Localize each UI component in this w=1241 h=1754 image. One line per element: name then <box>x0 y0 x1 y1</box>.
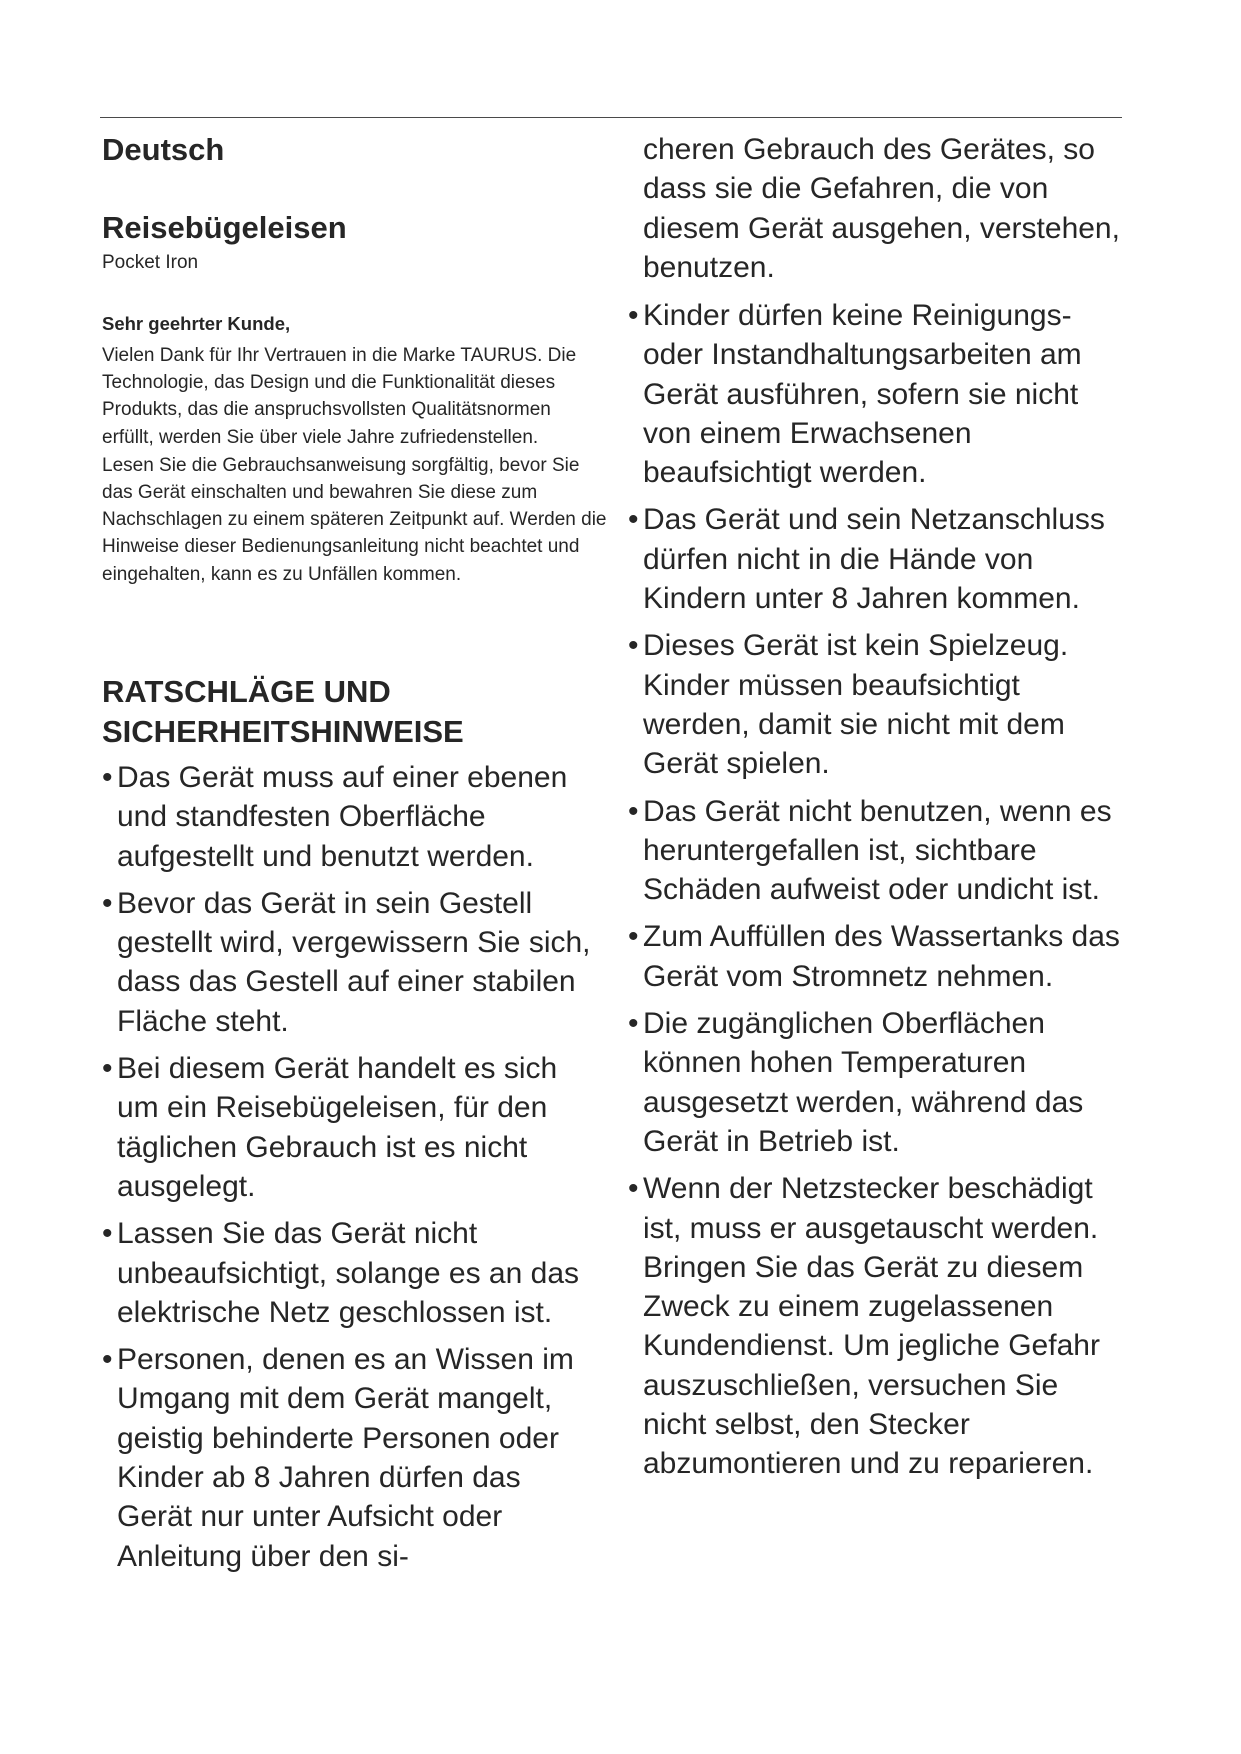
bullet-icon: • <box>628 920 639 954</box>
list-item-text: Die zugänglichen Oberflächen können hohen Temperaturen ausgesetzt werden, während das Gerät in Betrieb ist. <box>643 1007 1084 1158</box>
bullet-icon: • <box>102 886 113 920</box>
list-item <box>628 626 1128 783</box>
list-item-text: Wenn der Netzstecker beschädigt ist, muss er ausgetauscht werden. Bringen Sie das Gerät zu diesem Zweck zu einem zugelassenen Kundendienst. Um jegliche Gefahr auszuschließen, versuchen Sie nicht selbst, den Stecker abzumontieren und zu reparieren. <box>643 1172 1100 1481</box>
product-title: Reisebügeleisen <box>102 210 347 245</box>
list-item <box>102 1340 602 1576</box>
list-item-text: Dieses Gerät ist kein Spielzeug. Kinder müssen beaufsichtigt werden, damit sie nicht mit dem Gerät spielen. <box>643 629 1069 781</box>
greeting: Sehr geehrter Kunde, <box>102 313 291 334</box>
safety-heading: RATSCHLÄGE UND SICHERHEITSHINWEISE <box>102 674 464 749</box>
bullet-icon: • <box>628 1172 639 1206</box>
safety-list-left <box>102 758 602 1584</box>
list-item-text: Das Gerät nicht benutzen, wenn es heruntergefallen ist, sichtbare Schäden aufweist oder undicht ist. <box>643 794 1112 907</box>
bullet-icon: • <box>102 761 113 794</box>
list-item-text: Zum Auffüllen des Wassertanks das Gerät vom Stromnetz nehmen. <box>643 920 1120 993</box>
list-item <box>628 917 1128 996</box>
list-item <box>628 1169 1128 1483</box>
list-item-text: Bei diesem Gerät handelt es sich um ein Reisebügeleisen, für den täglichen Gebrauch ist es nicht ausgelegt. <box>117 1052 558 1203</box>
list-item-text: Personen, denen es an Wissen im Umgang mit dem Gerät mangelt, geistig behinderte Personen oder Kinder ab 8 Jahren dürfen das Gerät nur unter Aufsicht oder Anleitung über den si- <box>117 1343 574 1573</box>
list-item-text: Das Gerät und sein Netzanschluss dürfen nicht in die Hände von Kindern unter 8 Jahren kommen. <box>643 503 1105 616</box>
list-item <box>628 1004 1128 1161</box>
bullet-icon: • <box>628 1007 639 1041</box>
bullet-icon: • <box>102 1052 113 1086</box>
list-item <box>102 1049 602 1206</box>
intro-text <box>102 342 607 589</box>
bullet-icon: • <box>628 794 639 828</box>
bullet-icon: • <box>628 299 639 332</box>
product-subtitle: Pocket Iron <box>102 252 199 273</box>
intro-paragraph: Vielen Dank für Ihr Vertrauen in die Marke TAURUS. Die Technologie, das Design und die Funktionalität dieses Produkts, das die anspruchsvollsten Qualitätsnormen erfüllt, werden Sie über viele Jahre zufriedenstellen. <box>102 345 577 448</box>
safety-list-right <box>628 296 1128 1492</box>
list-item-text: Kinder dürfen keine Reinigungs- oder Instandhaltungsarbeiten am Gerät ausführen, sofern sie nicht von einem Erwachsenen beaufsichtigt werden. <box>643 299 1082 490</box>
bullet-icon: • <box>628 503 639 537</box>
list-item <box>102 758 602 876</box>
list-item-text: Das Gerät muss auf einer ebenen und standfesten Oberfläche aufgestellt und benutzt werden. <box>117 761 568 873</box>
bullet-icon: • <box>102 1343 113 1377</box>
intro-paragraph: Lesen Sie die Gebrauchsanweisung sorgfältig, bevor Sie das Gerät einschalten und bewahren Sie diese zum Nachschlagen zu einem späteren Zeitpunkt auf. Werden die Hinweise dieser Bedienungsanleitung nicht beachtet und eingehalten, kann es zu Unfällen kommen. <box>102 454 607 585</box>
header-rule <box>100 117 1122 118</box>
bullet-icon: • <box>102 1217 113 1251</box>
list-item <box>102 884 602 1041</box>
list-item <box>628 500 1128 618</box>
list-item-text: Bevor das Gerät in sein Gestell gestellt wird, vergewissern Sie sich, dass das Gestell auf einer stabilen Fläche steht. <box>117 886 591 1038</box>
continued-text: cheren Gebrauch des Gerätes, so dass sie die Gefahren, die von diesem Gerät ausgehen, verstehen, benutzen. <box>643 133 1120 284</box>
list-item <box>628 296 1128 492</box>
language-heading: Deutsch <box>102 132 225 167</box>
list-item <box>628 792 1128 910</box>
bullet-icon: • <box>628 629 639 663</box>
list-item <box>102 1214 602 1332</box>
list-item-text: Lassen Sie das Gerät nicht unbeaufsichtigt, solange es an das elektrische Netz geschlossen ist. <box>117 1217 579 1329</box>
